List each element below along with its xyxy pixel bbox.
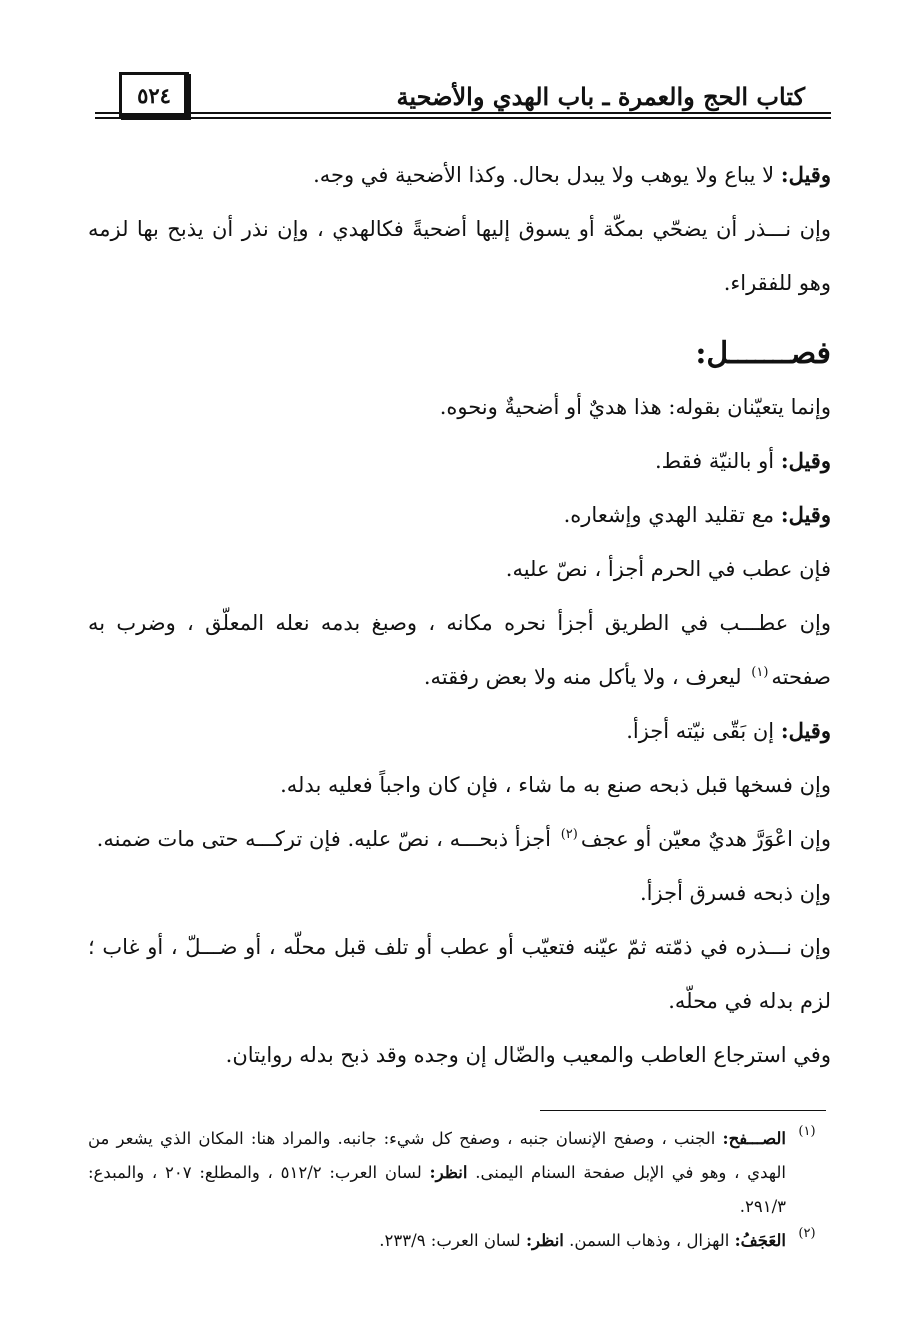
footnote-body: الجنب ، وصفح الإنسان جنبه ، وصفح كل شيء: جانبه. والمراد هنا: المكان الذي يشعر من الهدي ، وهو في الإبل صفحة السنام اليمنى. — [88, 1129, 786, 1182]
paragraph-text: فإن عطب في الحرم أجزأ ، نصّ عليه. — [505, 557, 831, 581]
running-header — [95, 68, 831, 124]
footnote-text — [88, 1122, 786, 1224]
footnotes — [88, 1122, 828, 1258]
paragraph-text: وإن نـــذره في ذمّته ثمّ عيّنه فتعيّب أو عطب أو تلف قبل محلّه ، أو ضـــلّ ، أو غاب ؛ لزم بدله في محلّه. — [88, 935, 831, 1013]
paragraph-text: ليعرف ، ولا يأكل منه ولا بعض رفقته. — [423, 665, 749, 689]
paragraph-text: أجزأ ذبحـــه ، نصّ عليه. فإن تركـــه حتى مات ضمنه. — [96, 827, 558, 851]
paragraph-text: وفي استرجاع العاطب والمعيب والضّال إن وجده وقد ذبح بدله روايتان. — [225, 1043, 831, 1067]
footnote-1 — [88, 1122, 828, 1224]
paragraph-lead: وقيل: — [780, 162, 831, 187]
paragraph-text: وإن ذبحه فسرق أجزأ. — [640, 881, 831, 905]
footnote-text — [88, 1224, 786, 1258]
paragraph-text: وإن نـــذر أن يضحّي بمكّة أو يسوق إليها أضحيةً فكالهدي ، وإن نذر أن يذبح بها لزمه وهو للفقراء. — [88, 217, 831, 295]
paragraph-text: وإن عطـــب في الطريق أجزأ نحره مكانه ، وصبغ بدمه نعله المعلّق ، وضرب به صفحته — [88, 611, 831, 689]
footnote-ref-1[interactable]: (١) — [751, 665, 769, 680]
paragraph-9 — [88, 758, 831, 812]
header-rule-bottom — [95, 117, 831, 119]
paragraph-11 — [88, 866, 831, 920]
footnote-body: الهزال ، وذهاب السمن. — [563, 1231, 735, 1250]
section-heading: فصـــــــل: — [695, 336, 831, 371]
paragraph-5 — [88, 488, 831, 542]
footnote-number: (١) — [798, 1124, 816, 1139]
paragraph-text: أو بالنيّة فقط. — [654, 449, 781, 473]
footnote-reference: لسان العرب: ٢٣٣/٩. — [379, 1231, 526, 1250]
footnote-number: (٢) — [798, 1226, 816, 1241]
paragraph-7 — [88, 596, 831, 704]
paragraph-lead: وقيل: — [780, 448, 831, 473]
paragraph-4 — [88, 434, 831, 488]
paragraph-8 — [88, 704, 831, 758]
paragraph-2 — [88, 202, 831, 310]
footnote-term: الصـــفح: — [722, 1129, 786, 1148]
paragraph-text: وإن اعْوَرَّ هديٌ معيّن أو عجف — [580, 827, 831, 851]
paragraph-lead: وقيل: — [780, 718, 831, 743]
footnote-reference: لسان العرب: ٥١٢/٢ ، والمطلع: ٢٠٧ ، والمبدع: ٢٩١/٣. — [88, 1163, 786, 1216]
paragraph-1 — [88, 148, 831, 202]
footnote-ref-2[interactable]: (٢) — [560, 827, 578, 842]
paragraph-12 — [88, 920, 831, 1028]
footnote-see-label: انظر: — [429, 1163, 468, 1182]
footnote-see-label: انظر: — [525, 1231, 564, 1250]
paragraph-text: إن بَقّى نيّته أجزأ. — [626, 719, 781, 743]
running-title: كتاب الحج والعمرة ـ باب الهدي والأضحية — [389, 82, 813, 112]
paragraph-10 — [88, 812, 831, 866]
paragraph-lead: وقيل: — [780, 502, 831, 527]
paragraph-13 — [88, 1028, 831, 1082]
paragraph-3 — [88, 380, 831, 434]
header-rule-top — [95, 112, 831, 114]
paragraph-text: مع تقليد الهدي وإشعاره. — [563, 503, 781, 527]
paragraph-text: وإنما يتعيّنان بقوله: هذا هديٌ أو أضحيةٌ ونحوه. — [439, 395, 831, 419]
paragraph-text: لا يباع ولا يوهب ولا يبدل بحال. وكذا الأضحية في وجه. — [313, 163, 781, 187]
main-text — [88, 148, 831, 1082]
footnote-separator — [540, 1110, 826, 1111]
paragraph-6 — [88, 542, 831, 596]
footnote-term: العَجَفُ: — [734, 1231, 786, 1250]
paragraph-text: وإن فسخها قبل ذبحه صنع به ما شاء ، فإن كان واجباً فعليه بدله. — [280, 773, 831, 797]
footnote-2 — [88, 1224, 828, 1258]
page-number: ٥٢٤ — [119, 72, 189, 118]
